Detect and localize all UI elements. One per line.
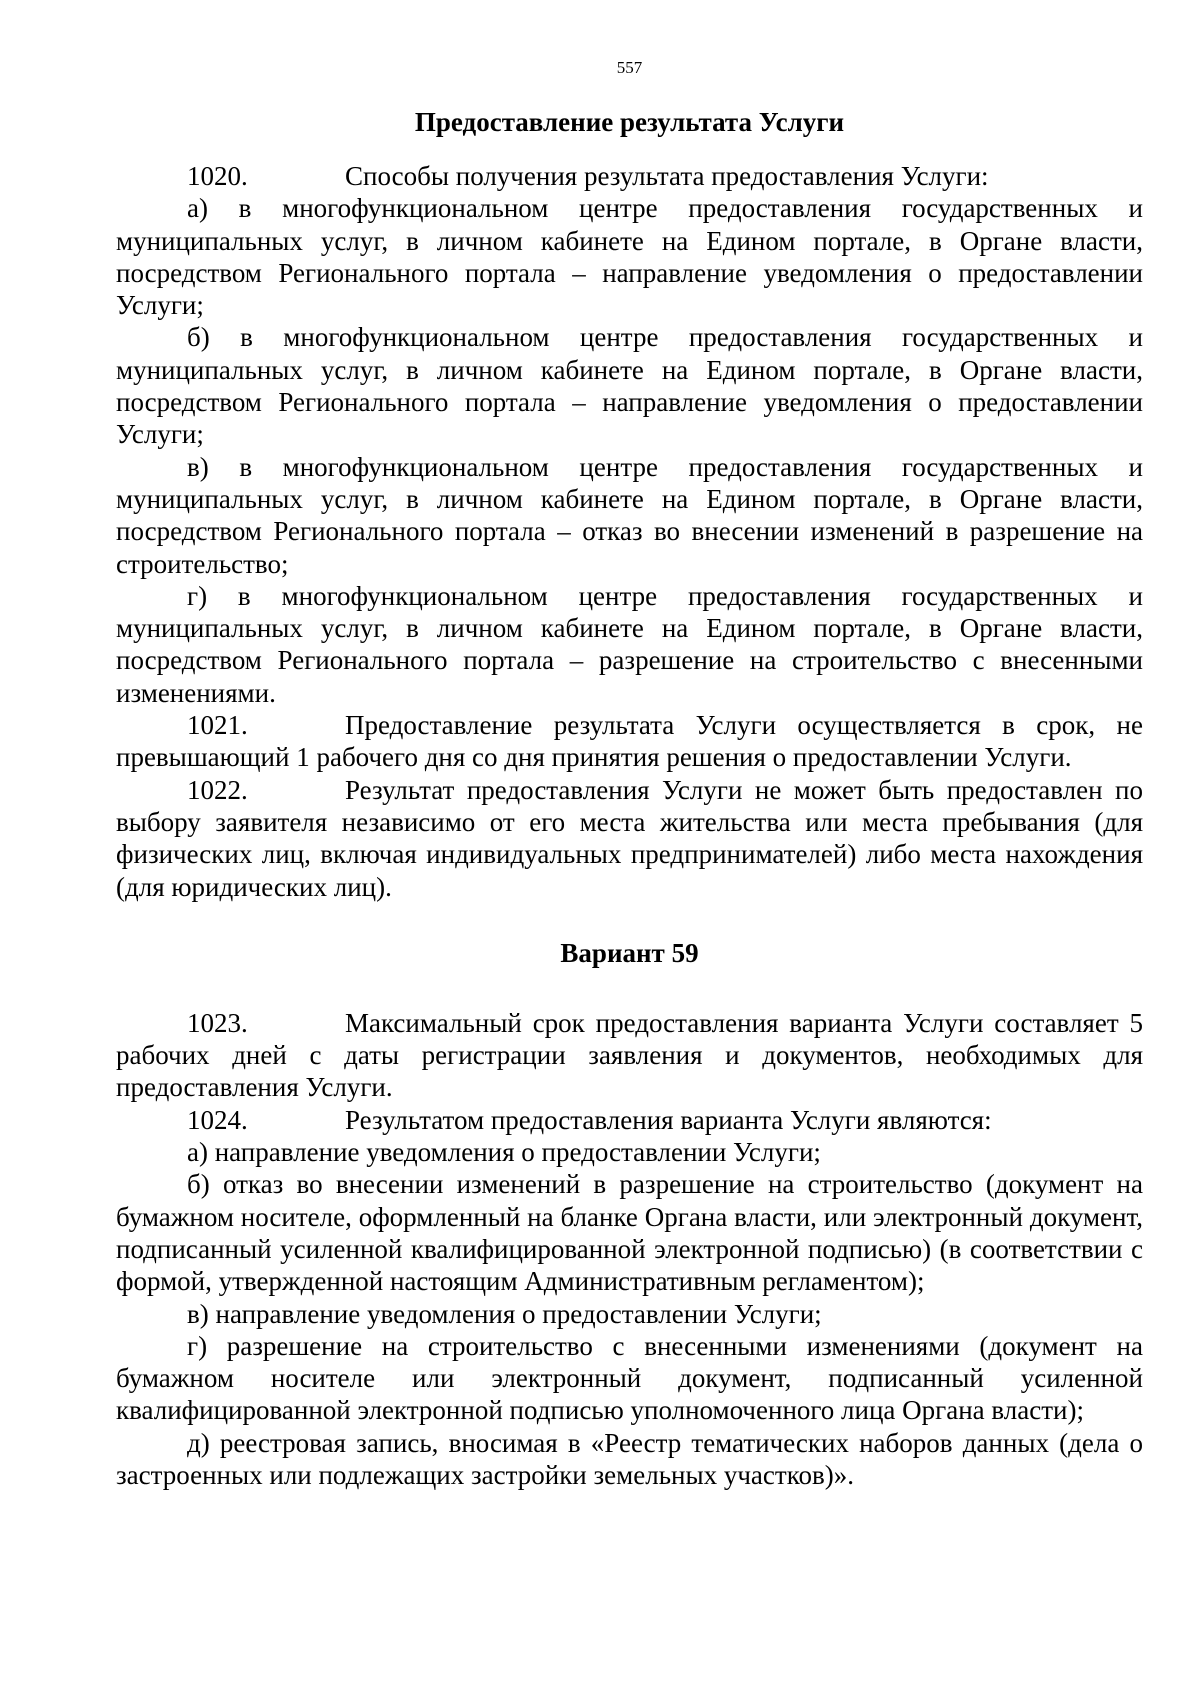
paragraph	[116, 1168, 1143, 1297]
paragraph-text: Результат предоставления Услуги не может быть предоставлен по выбору заявителя независимо от его места жительства или места пребывания (для физических лиц, включая индивидуальных предпринимателей) либо места нахождения (для юридических лиц).	[116, 774, 1143, 902]
paragraph	[116, 774, 1143, 903]
variant-title: Вариант 59	[560, 937, 699, 968]
section-title: Предоставление результата Услуги	[414, 107, 845, 137]
paragraph	[116, 709, 1143, 774]
paragraph	[116, 192, 1143, 321]
section-variant-59	[116, 1007, 1143, 1491]
section-results-delivery	[116, 160, 1143, 903]
paragraph-number: 1020.	[187, 161, 248, 191]
paragraph-text: б) в многофункциональном центре предоставления государственных и муниципальных услуг, в личном кабинете на Едином портале, в Органе власти, посредством Регионального портала – направление уведомления о предоставлении Услуги;	[116, 322, 1143, 450]
page-number: 557	[616, 58, 643, 77]
paragraph-number: 1024.	[187, 1104, 248, 1135]
paragraph-text: г) в многофункциональном центре предоставления государственных и муниципальных услуг, в личном кабинете на Едином портале, в Органе власти, посредством Регионального портала – разрешение на строительство с внесенными изменениями.	[116, 580, 1143, 708]
paragraph	[116, 1104, 1143, 1136]
paragraph	[116, 321, 1143, 450]
paragraph	[116, 580, 1143, 709]
paragraph-text: Способы получения результата предоставления Услуги:	[345, 161, 989, 191]
paragraph-text: г) разрешение на строительство с внесенными изменениями (документ на бумажном носителе или электронный документ, подписанный усиленной квалифицированной электронной подписью уполномоченного лица Органа власти);	[116, 1330, 1143, 1426]
paragraph-number: 1022.	[187, 774, 248, 805]
paragraph-text: а) направление уведомления о предоставлении Услуги;	[187, 1137, 821, 1168]
paragraph	[116, 1298, 1143, 1330]
paragraph	[116, 1136, 1143, 1168]
paragraph	[116, 1330, 1143, 1427]
paragraph-text: д) реестровая запись, вносимая в «Реестр тематических наборов данных (дела о застроенных или подлежащих застройки земельных участков)».	[116, 1427, 1143, 1490]
paragraph-text: в) направление уведомления о предоставлении Услуги;	[187, 1298, 822, 1329]
paragraph	[116, 160, 1143, 192]
paragraph-text: б) отказ во внесении изменений в разрешение на строительство (документ на бумажном носителе, оформленный на бланке Органа власти, или электронный документ, подписанный усиленной квалифицированной электронной подписью) (в соответствии с формой, утвержденной настоящим Административным регламентом);	[116, 1169, 1143, 1297]
paragraph-text: Максимальный срок предоставления варианта Услуги составляет 5 рабочих дней с даты регистрации заявления и документов, необходимых для предоставления Услуги.	[116, 1007, 1143, 1103]
paragraph-number: 1021.	[187, 710, 248, 741]
paragraph	[116, 1427, 1143, 1492]
paragraph-text: Предоставление результата Услуги осуществляется в срок, не превышающий 1 рабочего дня со дня принятия решения о предоставлении Услуги.	[116, 710, 1143, 773]
paragraph-number: 1023.	[187, 1007, 248, 1038]
paragraph-text: в) в многофункциональном центре предоставления государственных и муниципальных услуг, в личном кабинете на Едином портале, в Органе власти, посредством Регионального портала – отказ во внесении изменений в разрешение на строительство;	[116, 451, 1143, 579]
document-page	[116, 58, 1143, 1491]
paragraph-text: а) в многофункциональном центре предоставления государственных и муниципальных услуг, в личном кабинете на Едином портале, в Органе власти, посредством Регионального портала – направление уведомления о предоставлении Услуги;	[116, 193, 1143, 321]
paragraph	[116, 1007, 1143, 1104]
paragraph	[116, 451, 1143, 580]
paragraph-text: Результатом предоставления варианта Услуги являются:	[345, 1104, 992, 1135]
